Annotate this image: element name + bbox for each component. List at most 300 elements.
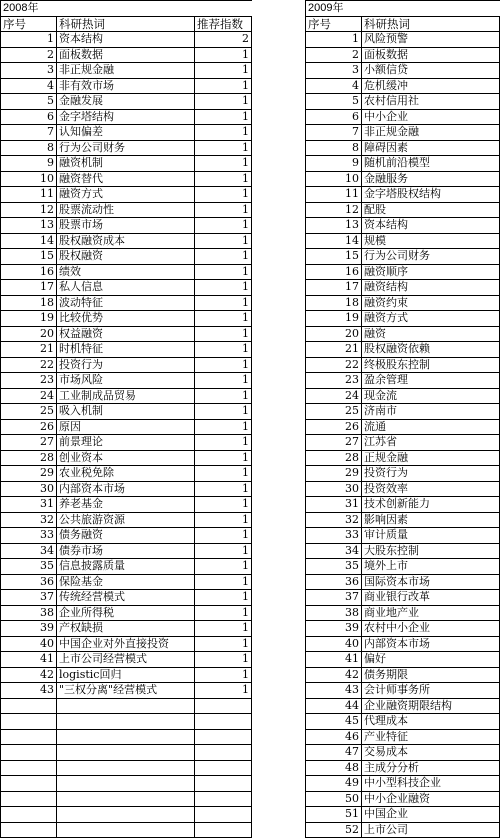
table-row bbox=[306, 745, 500, 761]
row-keyword: 产业特征 bbox=[362, 729, 500, 745]
row-seq: 28 bbox=[1, 450, 57, 466]
row-index: 1 bbox=[195, 621, 252, 637]
empty-cell bbox=[195, 760, 252, 776]
table-row bbox=[306, 822, 500, 838]
row-index: 1 bbox=[195, 233, 252, 249]
row-keyword: 交易成本 bbox=[362, 745, 500, 761]
table-row bbox=[306, 528, 500, 544]
table-row bbox=[306, 373, 500, 389]
row-seq: 33 bbox=[1, 528, 57, 544]
row-keyword: 盈余管理 bbox=[362, 373, 500, 389]
row-seq: 15 bbox=[1, 249, 57, 265]
row-keyword: 中国企业对外直接投资 bbox=[57, 636, 195, 652]
row-keyword: 前景理论 bbox=[57, 435, 195, 451]
row-keyword: 融资机制 bbox=[57, 156, 195, 172]
table-row bbox=[1, 63, 252, 79]
row-keyword: 养老基金 bbox=[57, 497, 195, 513]
table-2009 bbox=[305, 0, 500, 838]
table-row bbox=[306, 140, 500, 156]
row-seq: 12 bbox=[306, 202, 362, 218]
row-seq: 34 bbox=[306, 543, 362, 559]
row-keyword: 上市公司 bbox=[362, 822, 500, 838]
table-row bbox=[306, 264, 500, 280]
row-index: 1 bbox=[195, 78, 252, 94]
row-keyword: 风险预警 bbox=[362, 32, 500, 48]
table-row bbox=[306, 156, 500, 172]
table-row bbox=[1, 404, 252, 420]
row-seq: 6 bbox=[1, 109, 57, 125]
row-keyword: 金融发展 bbox=[57, 94, 195, 110]
row-keyword: 中小型科技企业 bbox=[362, 776, 500, 792]
table-row bbox=[1, 187, 252, 203]
table-row bbox=[306, 729, 500, 745]
row-keyword: 危机缓冲 bbox=[362, 78, 500, 94]
row-seq: 47 bbox=[306, 745, 362, 761]
empty-cell bbox=[57, 745, 195, 761]
row-keyword: 非正规金融 bbox=[362, 125, 500, 141]
table-row bbox=[306, 280, 500, 296]
row-index: 1 bbox=[195, 388, 252, 404]
row-index: 1 bbox=[195, 528, 252, 544]
table-row bbox=[1, 233, 252, 249]
row-seq: 29 bbox=[306, 466, 362, 482]
table-row bbox=[1, 326, 252, 342]
table-row bbox=[1, 590, 252, 606]
row-index: 1 bbox=[195, 512, 252, 528]
row-index: 1 bbox=[195, 450, 252, 466]
table-row bbox=[306, 109, 500, 125]
row-seq: 52 bbox=[306, 822, 362, 838]
table-row bbox=[306, 667, 500, 683]
row-index: 1 bbox=[195, 543, 252, 559]
row-index: 1 bbox=[195, 574, 252, 590]
row-seq: 5 bbox=[1, 94, 57, 110]
empty-cell bbox=[1, 791, 57, 807]
row-seq: 48 bbox=[306, 760, 362, 776]
row-keyword: 保险基金 bbox=[57, 574, 195, 590]
header-row-2008 bbox=[1, 16, 252, 32]
empty-cell bbox=[1, 760, 57, 776]
row-keyword: 非正规金融 bbox=[57, 63, 195, 79]
table-row bbox=[306, 652, 500, 668]
row-index: 2 bbox=[195, 32, 252, 48]
year-label-2008: 2008年 bbox=[1, 1, 252, 17]
row-keyword: 企业融资期限结构 bbox=[362, 698, 500, 714]
row-keyword: 非有效市场 bbox=[57, 78, 195, 94]
row-seq: 14 bbox=[1, 233, 57, 249]
table-row bbox=[1, 295, 252, 311]
row-seq: 34 bbox=[1, 543, 57, 559]
table-row bbox=[1, 109, 252, 125]
row-seq: 40 bbox=[1, 636, 57, 652]
table-row bbox=[306, 512, 500, 528]
table-row bbox=[1, 512, 252, 528]
table-row bbox=[1, 450, 252, 466]
row-keyword: 中小企业 bbox=[362, 109, 500, 125]
row-seq: 11 bbox=[1, 187, 57, 203]
row-keyword: 融资 bbox=[362, 326, 500, 342]
row-index: 1 bbox=[195, 419, 252, 435]
row-index: 1 bbox=[195, 140, 252, 156]
table-row bbox=[1, 574, 252, 590]
table-row bbox=[306, 32, 500, 48]
table-row bbox=[1, 171, 252, 187]
row-index: 1 bbox=[195, 342, 252, 358]
table-row bbox=[306, 497, 500, 513]
table-row bbox=[1, 249, 252, 265]
table-row bbox=[1, 373, 252, 389]
table-row bbox=[306, 435, 500, 451]
row-seq: 7 bbox=[1, 125, 57, 141]
row-index: 1 bbox=[195, 667, 252, 683]
table-row bbox=[1, 543, 252, 559]
table-row bbox=[306, 388, 500, 404]
table-row bbox=[306, 760, 500, 776]
empty-cell bbox=[57, 714, 195, 730]
row-seq: 24 bbox=[306, 388, 362, 404]
table-row bbox=[306, 125, 500, 141]
row-keyword: 行为公司财务 bbox=[362, 249, 500, 265]
row-seq: 13 bbox=[306, 218, 362, 234]
row-keyword: 工业制成品贸易 bbox=[57, 388, 195, 404]
row-keyword: 会计师事务所 bbox=[362, 683, 500, 699]
table-row bbox=[1, 202, 252, 218]
row-seq: 38 bbox=[306, 605, 362, 621]
row-keyword: 资本结构 bbox=[362, 218, 500, 234]
empty-cell bbox=[195, 745, 252, 761]
row-keyword: 农村中小企业 bbox=[362, 621, 500, 637]
table-row bbox=[306, 342, 500, 358]
year-row-2008 bbox=[1, 1, 252, 17]
row-seq: 41 bbox=[1, 652, 57, 668]
row-index: 1 bbox=[195, 295, 252, 311]
table-row bbox=[1, 342, 252, 358]
row-index: 1 bbox=[195, 218, 252, 234]
row-keyword: 农村信用社 bbox=[362, 94, 500, 110]
empty-row bbox=[1, 807, 252, 823]
row-seq: 22 bbox=[306, 357, 362, 373]
row-keyword: 农业税免除 bbox=[57, 466, 195, 482]
row-seq: 27 bbox=[1, 435, 57, 451]
table-row bbox=[1, 357, 252, 373]
row-keyword: 公共旅游资源 bbox=[57, 512, 195, 528]
row-keyword: 中小企业融资 bbox=[362, 791, 500, 807]
row-keyword: 正规金融 bbox=[362, 450, 500, 466]
row-keyword: 技术创新能力 bbox=[362, 497, 500, 513]
row-seq: 5 bbox=[306, 94, 362, 110]
table-row bbox=[1, 667, 252, 683]
row-seq: 38 bbox=[1, 605, 57, 621]
table-row bbox=[1, 47, 252, 63]
empty-row bbox=[1, 791, 252, 807]
row-index: 1 bbox=[195, 652, 252, 668]
row-seq: 28 bbox=[306, 450, 362, 466]
table-row bbox=[1, 652, 252, 668]
row-seq: 17 bbox=[306, 280, 362, 296]
row-index: 1 bbox=[195, 47, 252, 63]
row-keyword: 私人信息 bbox=[57, 280, 195, 296]
table-row bbox=[306, 481, 500, 497]
row-keyword: 金字塔股权结构 bbox=[362, 187, 500, 203]
row-seq: 16 bbox=[1, 264, 57, 280]
row-index: 1 bbox=[195, 171, 252, 187]
row-index: 1 bbox=[195, 326, 252, 342]
row-keyword: 融资替代 bbox=[57, 171, 195, 187]
table-row bbox=[306, 807, 500, 823]
row-index: 1 bbox=[195, 373, 252, 389]
table-row bbox=[306, 202, 500, 218]
row-keyword: 融资顺序 bbox=[362, 264, 500, 280]
row-seq: 50 bbox=[306, 791, 362, 807]
table-row bbox=[306, 776, 500, 792]
row-seq: 46 bbox=[306, 729, 362, 745]
empty-cell bbox=[1, 745, 57, 761]
row-index: 1 bbox=[195, 202, 252, 218]
row-index: 1 bbox=[195, 280, 252, 296]
row-keyword: 代理成本 bbox=[362, 714, 500, 730]
row-keyword: 融资方式 bbox=[362, 311, 500, 327]
row-seq: 21 bbox=[1, 342, 57, 358]
empty-row bbox=[1, 714, 252, 730]
row-keyword: 原因 bbox=[57, 419, 195, 435]
header-seq: 序号 bbox=[306, 16, 362, 32]
row-keyword: 影响因素 bbox=[362, 512, 500, 528]
row-seq: 32 bbox=[306, 512, 362, 528]
table-row bbox=[306, 171, 500, 187]
row-seq: 29 bbox=[1, 466, 57, 482]
empty-cell bbox=[1, 807, 57, 823]
header-keyword: 科研热词 bbox=[57, 16, 195, 32]
row-keyword: 市场风险 bbox=[57, 373, 195, 389]
row-seq: 15 bbox=[306, 249, 362, 265]
row-index: 1 bbox=[195, 636, 252, 652]
table-row bbox=[306, 559, 500, 575]
row-keyword: 面板数据 bbox=[362, 47, 500, 63]
empty-cell bbox=[57, 776, 195, 792]
table-row bbox=[306, 295, 500, 311]
row-keyword: 债券市场 bbox=[57, 543, 195, 559]
table-row bbox=[1, 280, 252, 296]
row-keyword: 融资约束 bbox=[362, 295, 500, 311]
row-seq: 4 bbox=[306, 78, 362, 94]
table-row bbox=[306, 404, 500, 420]
table-row bbox=[1, 94, 252, 110]
row-keyword: 产权缺损 bbox=[57, 621, 195, 637]
row-seq: 40 bbox=[306, 636, 362, 652]
row-keyword: 绩效 bbox=[57, 264, 195, 280]
row-keyword: 障碍因素 bbox=[362, 140, 500, 156]
row-keyword: 权益融资 bbox=[57, 326, 195, 342]
row-keyword: 债务期限 bbox=[362, 667, 500, 683]
empty-cell bbox=[1, 698, 57, 714]
empty-cell bbox=[195, 729, 252, 745]
row-keyword: 中国企业 bbox=[362, 807, 500, 823]
row-keyword: 信息披露质量 bbox=[57, 559, 195, 575]
row-keyword: 资本结构 bbox=[57, 32, 195, 48]
row-seq: 23 bbox=[306, 373, 362, 389]
table-row bbox=[306, 683, 500, 699]
table-row bbox=[306, 450, 500, 466]
row-keyword: 小额信贷 bbox=[362, 63, 500, 79]
row-index: 1 bbox=[195, 249, 252, 265]
table-row bbox=[1, 497, 252, 513]
row-seq: 1 bbox=[306, 32, 362, 48]
row-keyword: 金字塔结构 bbox=[57, 109, 195, 125]
row-seq: 8 bbox=[306, 140, 362, 156]
row-seq: 1 bbox=[1, 32, 57, 48]
row-seq: 11 bbox=[306, 187, 362, 203]
empty-cell bbox=[57, 791, 195, 807]
empty-row bbox=[1, 822, 252, 838]
empty-cell bbox=[57, 807, 195, 823]
table-row bbox=[306, 574, 500, 590]
row-seq: 33 bbox=[306, 528, 362, 544]
row-keyword: 企业所得税 bbox=[57, 605, 195, 621]
table-row bbox=[1, 481, 252, 497]
row-index: 1 bbox=[195, 683, 252, 699]
empty-cell bbox=[1, 729, 57, 745]
row-index: 1 bbox=[195, 94, 252, 110]
row-seq: 18 bbox=[1, 295, 57, 311]
table-row bbox=[306, 218, 500, 234]
row-index: 1 bbox=[195, 63, 252, 79]
row-seq: 9 bbox=[1, 156, 57, 172]
empty-row bbox=[1, 760, 252, 776]
row-seq: 17 bbox=[1, 280, 57, 296]
row-seq: 2 bbox=[1, 47, 57, 63]
table-row bbox=[306, 233, 500, 249]
row-seq: 41 bbox=[306, 652, 362, 668]
table-row bbox=[1, 466, 252, 482]
header-seq: 序号 bbox=[1, 16, 57, 32]
row-keyword: 传统经营模式 bbox=[57, 590, 195, 606]
row-index: 1 bbox=[195, 125, 252, 141]
row-seq: 26 bbox=[1, 419, 57, 435]
row-seq: 31 bbox=[306, 497, 362, 513]
empty-cell bbox=[57, 760, 195, 776]
row-index: 1 bbox=[195, 404, 252, 420]
table-row bbox=[306, 466, 500, 482]
row-keyword: 规模 bbox=[362, 233, 500, 249]
row-seq: 8 bbox=[1, 140, 57, 156]
table-row bbox=[306, 47, 500, 63]
row-keyword: 境外上市 bbox=[362, 559, 500, 575]
row-seq: 30 bbox=[306, 481, 362, 497]
row-seq: 19 bbox=[1, 311, 57, 327]
row-index: 1 bbox=[195, 466, 252, 482]
empty-row bbox=[1, 729, 252, 745]
row-keyword: 投资效率 bbox=[362, 481, 500, 497]
empty-cell bbox=[195, 776, 252, 792]
row-seq: 30 bbox=[1, 481, 57, 497]
table-row bbox=[306, 621, 500, 637]
row-index: 1 bbox=[195, 156, 252, 172]
row-seq: 45 bbox=[306, 714, 362, 730]
row-keyword: 股权融资依赖 bbox=[362, 342, 500, 358]
row-seq: 3 bbox=[306, 63, 362, 79]
empty-cell bbox=[1, 822, 57, 838]
row-keyword: 股票流动性 bbox=[57, 202, 195, 218]
row-seq: 44 bbox=[306, 698, 362, 714]
table-row bbox=[306, 714, 500, 730]
row-seq: 36 bbox=[306, 574, 362, 590]
table-row bbox=[1, 419, 252, 435]
table-row bbox=[306, 63, 500, 79]
empty-cell bbox=[57, 729, 195, 745]
row-seq: 27 bbox=[306, 435, 362, 451]
table-row bbox=[1, 435, 252, 451]
empty-row bbox=[1, 698, 252, 714]
row-index: 1 bbox=[195, 311, 252, 327]
table-row bbox=[306, 605, 500, 621]
row-keyword: 商业银行改革 bbox=[362, 590, 500, 606]
table-row bbox=[1, 528, 252, 544]
table-row bbox=[306, 419, 500, 435]
row-keyword: 股票市场 bbox=[57, 218, 195, 234]
row-seq: 35 bbox=[306, 559, 362, 575]
row-keyword: 配股 bbox=[362, 202, 500, 218]
table-row bbox=[1, 264, 252, 280]
row-keyword: 审计质量 bbox=[362, 528, 500, 544]
row-seq: 43 bbox=[306, 683, 362, 699]
empty-cell bbox=[195, 698, 252, 714]
row-seq: 14 bbox=[306, 233, 362, 249]
empty-cell bbox=[195, 822, 252, 838]
table-row bbox=[306, 590, 500, 606]
row-seq: 51 bbox=[306, 807, 362, 823]
row-seq: 6 bbox=[306, 109, 362, 125]
row-index: 1 bbox=[195, 264, 252, 280]
row-seq: 13 bbox=[1, 218, 57, 234]
row-seq: 23 bbox=[1, 373, 57, 389]
table-row bbox=[1, 605, 252, 621]
empty-cell bbox=[1, 714, 57, 730]
table-row bbox=[1, 311, 252, 327]
row-keyword: 流通 bbox=[362, 419, 500, 435]
table-row bbox=[1, 636, 252, 652]
empty-cell bbox=[195, 807, 252, 823]
row-keyword: logistic回归 bbox=[57, 667, 195, 683]
row-index: 1 bbox=[195, 605, 252, 621]
table-row bbox=[1, 140, 252, 156]
row-keyword: 随机前沿模型 bbox=[362, 156, 500, 172]
row-seq: 10 bbox=[1, 171, 57, 187]
row-keyword: 江苏省 bbox=[362, 435, 500, 451]
row-index: 1 bbox=[195, 590, 252, 606]
row-seq: 42 bbox=[1, 667, 57, 683]
table-row bbox=[1, 388, 252, 404]
table-row bbox=[306, 249, 500, 265]
row-keyword: 终极股东控制 bbox=[362, 357, 500, 373]
row-seq: 22 bbox=[1, 357, 57, 373]
row-keyword: 债务融资 bbox=[57, 528, 195, 544]
row-seq: 32 bbox=[1, 512, 57, 528]
row-keyword: 现金流 bbox=[362, 388, 500, 404]
row-keyword: 商业地产业 bbox=[362, 605, 500, 621]
table-row bbox=[1, 32, 252, 48]
row-seq: 3 bbox=[1, 63, 57, 79]
row-seq: 16 bbox=[306, 264, 362, 280]
row-keyword: 金融服务 bbox=[362, 171, 500, 187]
row-index: 1 bbox=[195, 481, 252, 497]
empty-cell bbox=[1, 776, 57, 792]
row-seq: 39 bbox=[306, 621, 362, 637]
row-keyword: 股权融资成本 bbox=[57, 233, 195, 249]
row-seq: 43 bbox=[1, 683, 57, 699]
row-index: 1 bbox=[195, 435, 252, 451]
row-seq: 25 bbox=[306, 404, 362, 420]
row-keyword: 投资行为 bbox=[57, 357, 195, 373]
